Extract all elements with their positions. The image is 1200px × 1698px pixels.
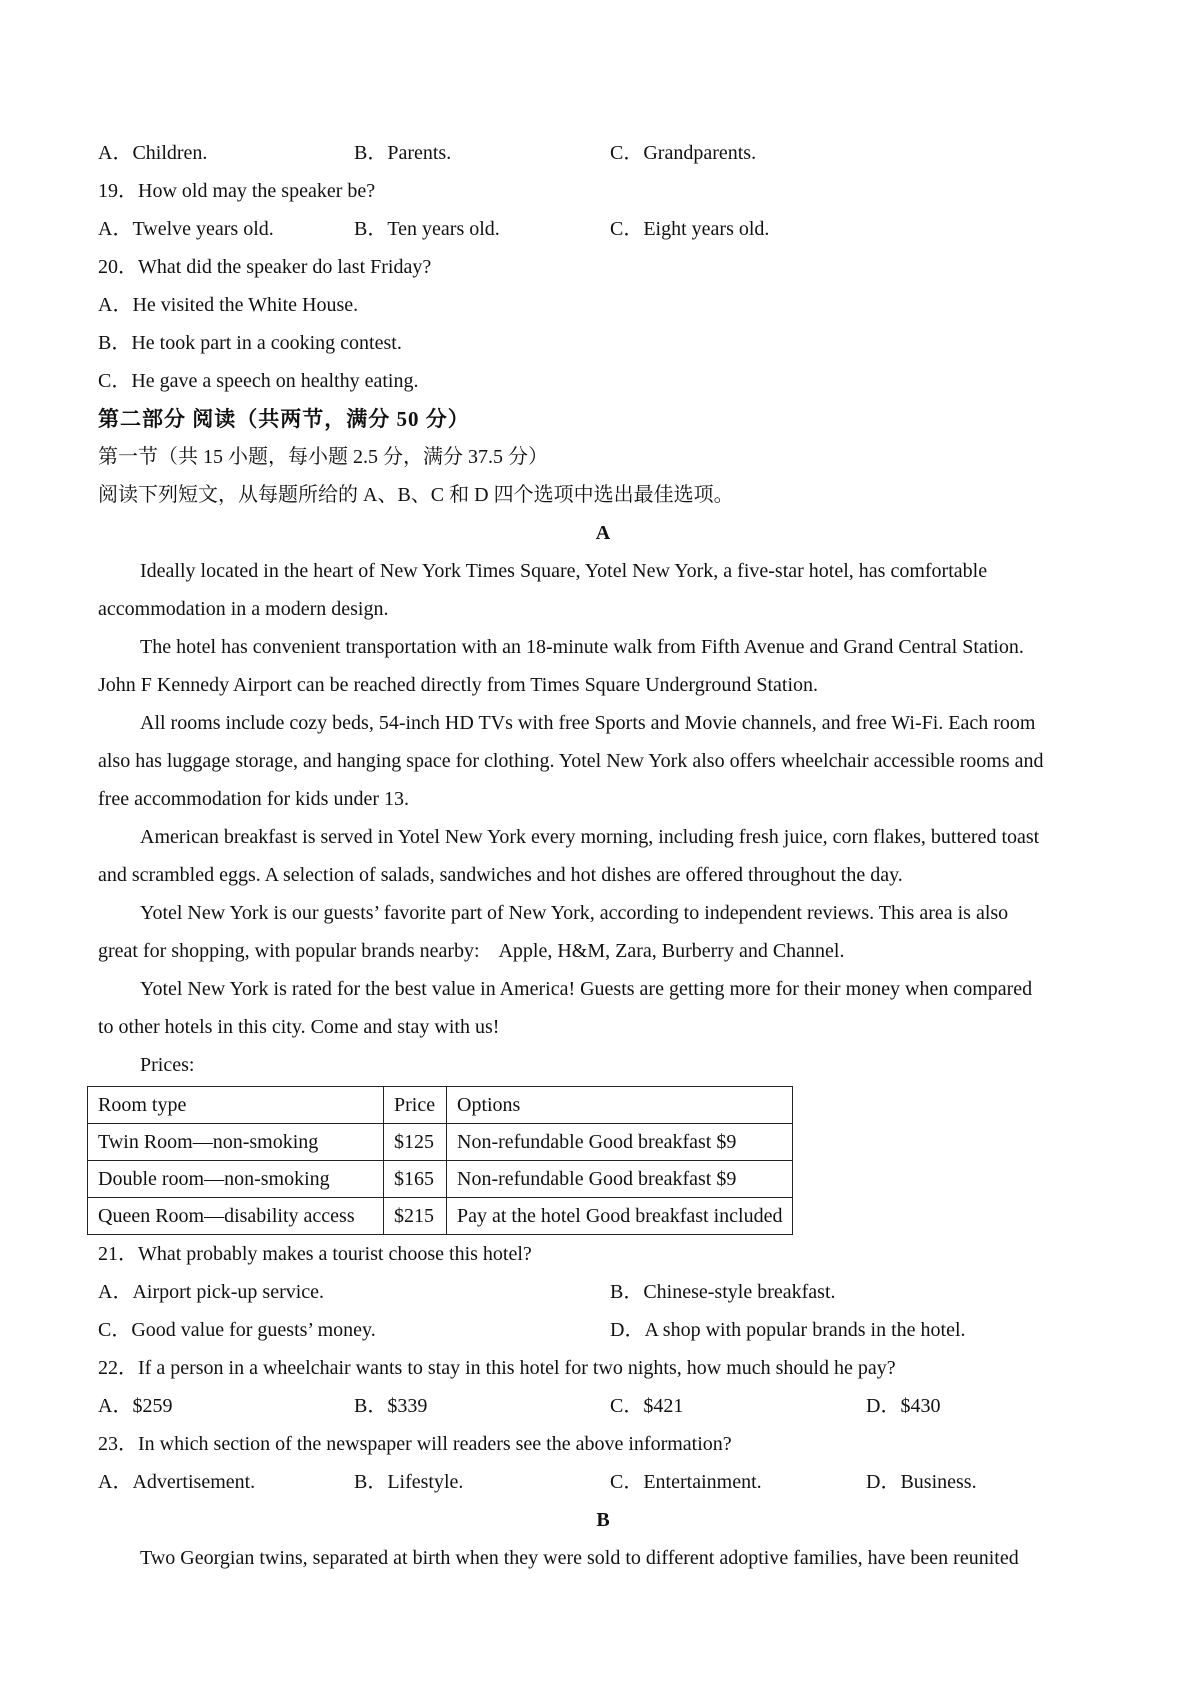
table-cell: $165 (384, 1161, 447, 1198)
q18-option-b: B．Parents. (354, 142, 452, 164)
q18-option-c: C．Grandparents. (610, 142, 757, 164)
q19-option-b: B．Ten years old. (354, 218, 500, 240)
q21-options-row2 (98, 1311, 1108, 1349)
paragraph-line: accommodation in a modern design. (98, 598, 389, 620)
table-header-cell: Options (447, 1087, 793, 1124)
paragraph-line: Ideally located in the heart of New York Times Square, Yotel New York, a five-star hotel, has comfortable (140, 560, 988, 582)
paragraph-line: to other hotels in this city. Come and stay with us! (98, 1016, 500, 1038)
table-header-cell: Room type (88, 1087, 384, 1124)
q18-option-a: A．Children. (98, 142, 208, 164)
table-cell: Non-refundable Good breakfast $9 (447, 1161, 793, 1198)
q21-option-d: D．A shop with popular brands in the hotel. (610, 1319, 966, 1341)
passage-a-paragraph-3 (98, 704, 1108, 818)
q19-option-a: A．Twelve years old. (98, 218, 274, 240)
q22-option-c: C．$421 (610, 1395, 684, 1417)
paragraph-line: John F Kennedy Airport can be reached directly from Times Square Underground Station. (98, 674, 819, 696)
table-cell: $125 (384, 1124, 447, 1161)
q22-option-b: B．$339 (354, 1395, 428, 1417)
paragraph-line: Yotel New York is our guests’ favorite part of New York, according to independent reviews. This area is also (140, 902, 1009, 924)
table-row (88, 1124, 793, 1161)
q18-options (98, 134, 1108, 172)
paragraph-line: also has luggage storage, and hanging space for clothing. Yotel New York also offers wheelchair accessible rooms and (98, 750, 1044, 772)
prices-table (87, 1086, 793, 1235)
q21-option-c: C．Good value for guests’ money. (98, 1319, 376, 1341)
table-cell: $215 (384, 1198, 447, 1235)
paragraph-line: great for shopping, with popular brands nearby: Apple, H&M, Zara, Burberry and Channel. (98, 940, 845, 962)
paragraph-line: The hotel has convenient transportation with an 18-minute walk from Fifth Avenue and Grand Central Station. (140, 636, 1024, 658)
table-cell: Twin Room—non-smoking (88, 1124, 384, 1161)
q23-option-b: B．Lifestyle. (354, 1471, 464, 1493)
table-row (88, 1198, 793, 1235)
q21-option-b: B．Chinese-style breakfast. (610, 1281, 836, 1303)
instruction: 阅读下列短文，从每题所给的 A、B、C 和 D 四个选项中选出最佳选项。 (98, 484, 734, 506)
section1-title: 第一节（共 15 小题，每小题 2.5 分，满分 37.5 分） (98, 446, 548, 468)
table-header-cell: Price (384, 1087, 447, 1124)
passage-b-label: B (596, 1509, 610, 1531)
paragraph-line: American breakfast is served in Yotel New York every morning, including fresh juice, corn flakes, buttered toast (140, 826, 1040, 848)
table-header-row (88, 1087, 793, 1124)
part2-title: 第二部分 阅读（共两节，满分 50 分） (98, 407, 470, 431)
table-cell: Non-refundable Good breakfast $9 (447, 1124, 793, 1161)
q19-stem: 19．How old may the speaker be? (98, 180, 376, 202)
q20-option-c: C．He gave a speech on healthy eating. (98, 370, 419, 392)
passage-a-paragraph-4 (98, 818, 1108, 894)
paragraph-line: free accommodation for kids under 13. (98, 788, 410, 810)
q23-option-a: A．Advertisement. (98, 1471, 256, 1493)
q21-stem: 21．What probably makes a tourist choose this hotel? (98, 1243, 532, 1265)
q22-option-a: A．$259 (98, 1395, 173, 1417)
q20-option-b: B．He took part in a cooking contest. (98, 332, 402, 354)
q23-option-d: D．Business. (866, 1471, 977, 1493)
q23-stem: 23．In which section of the newspaper will readers see the above information? (98, 1433, 732, 1455)
passage-a-paragraph-2 (98, 628, 1108, 704)
q20-option-a: A．He visited the White House. (98, 294, 359, 316)
q22-stem: 22．If a person in a wheelchair wants to stay in this hotel for two nights, how much should he pay? (98, 1357, 896, 1379)
q19-option-c: C．Eight years old. (610, 218, 770, 240)
passage-a-paragraph-6 (98, 970, 1108, 1046)
table-cell: Queen Room—disability access (88, 1198, 384, 1235)
passage-b-paragraph-1: Two Georgian twins, separated at birth when they were sold to different adoptive families, have been reunited (140, 1547, 1019, 1569)
q21-options-row1 (98, 1273, 1108, 1311)
q22-options (98, 1387, 1108, 1425)
paragraph-line: and scrambled eggs. A selection of salads, sandwiches and hot dishes are offered throughout the day. (98, 864, 903, 886)
q23-option-c: C．Entertainment. (610, 1471, 762, 1493)
passage-a-paragraph-1 (98, 552, 1108, 628)
table-cell: Double room—non-smoking (88, 1161, 384, 1198)
paragraph-line: Yotel New York is rated for the best value in America! Guests are getting more for their money when compared (140, 978, 1033, 1000)
table-row (88, 1161, 793, 1198)
q23-options (98, 1463, 1108, 1501)
passage-a-paragraph-5 (98, 894, 1108, 970)
q19-options (98, 210, 1108, 248)
exam-page (98, 134, 1108, 1577)
q21-option-a: A．Airport pick-up service. (98, 1281, 325, 1303)
prices-label: Prices: (140, 1054, 195, 1076)
table-cell: Pay at the hotel Good breakfast included (447, 1198, 793, 1235)
paragraph-line: All rooms include cozy beds, 54-inch HD TVs with free Sports and Movie channels, and free Wi-Fi. Each room (140, 712, 1036, 734)
q20-stem: 20．What did the speaker do last Friday? (98, 256, 432, 278)
passage-a-label: A (595, 522, 611, 544)
q22-option-d: D．$430 (866, 1395, 941, 1417)
